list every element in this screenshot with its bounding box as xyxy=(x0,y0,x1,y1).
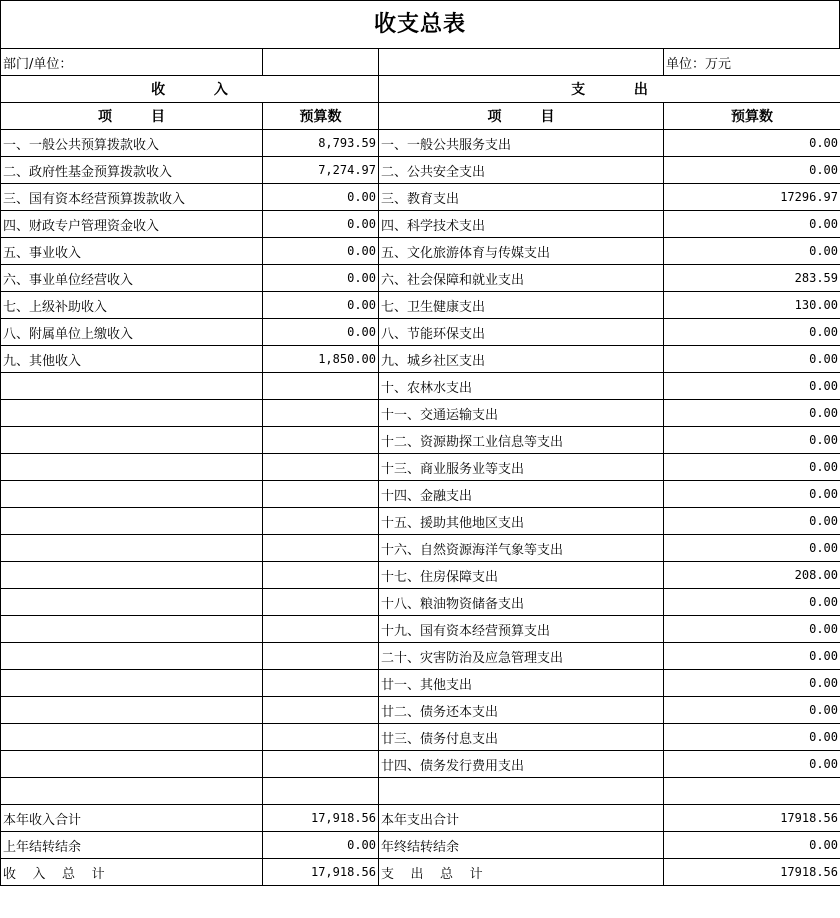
dept-label: 部门/单位： xyxy=(1,49,263,76)
income-value-cell xyxy=(263,751,379,778)
expense-value-cell: 17296.97 xyxy=(664,184,840,211)
table-row xyxy=(1,778,840,805)
table-row xyxy=(1,508,840,535)
income-value-cell: 8,793.59 xyxy=(263,130,379,157)
income-value-cell: 0.00 xyxy=(263,265,379,292)
income-value-cell xyxy=(263,778,379,805)
expense-item-cell: 一、一般公共服务支出 xyxy=(379,130,664,157)
expense-item-cell: 七、卫生健康支出 xyxy=(379,292,664,319)
income-item-cell: 四、财政专户管理资金收入 xyxy=(1,211,263,238)
expense-item-cell: 四、科学技术支出 xyxy=(379,211,664,238)
expense-item-cell: 二、公共安全支出 xyxy=(379,157,664,184)
section-header-row xyxy=(1,76,840,103)
expense-value-cell: 283.59 xyxy=(664,265,840,292)
expense-value-cell: 17918.56 xyxy=(664,805,840,832)
income-item-cell: 二、政府性基金预算拨款收入 xyxy=(1,157,263,184)
income-item-cell: 一、一般公共预算拨款收入 xyxy=(1,130,263,157)
expense-value-cell: 0.00 xyxy=(664,697,840,724)
expense-value-cell: 0.00 xyxy=(664,346,840,373)
income-value-cell: 17,918.56 xyxy=(263,805,379,832)
income-value-cell: 17,918.56 xyxy=(263,859,379,886)
unit-label: 单位：万元 xyxy=(664,49,840,76)
expense-item-cell: 廿三、债务付息支出 xyxy=(379,724,664,751)
expense-item-cell: 六、社会保障和就业支出 xyxy=(379,265,664,292)
income-header: 收 入 xyxy=(1,76,379,103)
expense-item-cell: 八、节能环保支出 xyxy=(379,319,664,346)
income-item-cell: 三、国有资本经营预算拨款收入 xyxy=(1,184,263,211)
income-value-cell: 0.00 xyxy=(263,832,379,859)
income-value-cell xyxy=(263,535,379,562)
meta-row xyxy=(1,49,840,76)
income-value-cell xyxy=(263,427,379,454)
income-item-cell xyxy=(1,751,263,778)
table-row xyxy=(1,454,840,481)
income-value-cell xyxy=(263,724,379,751)
income-value-cell: 0.00 xyxy=(263,238,379,265)
income-item-cell xyxy=(1,778,263,805)
expense-item-cell: 十一、交通运输支出 xyxy=(379,400,664,427)
expense-item-cell: 十六、自然资源海洋气象等支出 xyxy=(379,535,664,562)
income-item-cell xyxy=(1,616,263,643)
income-item-cell: 九、其他收入 xyxy=(1,346,263,373)
expense-item-cell: 二十、灾害防治及应急管理支出 xyxy=(379,643,664,670)
income-expense-table xyxy=(0,48,840,886)
table-row xyxy=(1,292,840,319)
expense-item-cell: 廿一、其他支出 xyxy=(379,670,664,697)
table-row xyxy=(1,157,840,184)
income-value-cell: 0.00 xyxy=(263,184,379,211)
income-item-cell: 五、事业收入 xyxy=(1,238,263,265)
expense-value-cell: 0.00 xyxy=(664,535,840,562)
expense-item-cell: 九、城乡社区支出 xyxy=(379,346,664,373)
table-row xyxy=(1,184,840,211)
income-item-cell: 六、事业单位经营收入 xyxy=(1,265,263,292)
blank-cell xyxy=(379,49,664,76)
table-row xyxy=(1,805,840,832)
expense-budget-column-header: 预算数 xyxy=(664,103,840,130)
expense-item-cell xyxy=(379,778,664,805)
table-row xyxy=(1,670,840,697)
income-value-cell: 0.00 xyxy=(263,319,379,346)
table-row xyxy=(1,616,840,643)
income-budget-column-header: 预算数 xyxy=(263,103,379,130)
expense-value-cell xyxy=(664,778,840,805)
expense-item-cell: 十、农林水支出 xyxy=(379,373,664,400)
expense-value-cell: 0.00 xyxy=(664,373,840,400)
income-value-cell xyxy=(263,697,379,724)
income-value-cell xyxy=(263,373,379,400)
income-value-cell xyxy=(263,589,379,616)
expense-item-cell: 十五、援助其他地区支出 xyxy=(379,508,664,535)
income-value-cell xyxy=(263,454,379,481)
table-row xyxy=(1,373,840,400)
income-item-cell xyxy=(1,454,263,481)
expense-value-cell: 0.00 xyxy=(664,481,840,508)
expense-item-cell: 十九、国有资本经营预算支出 xyxy=(379,616,664,643)
income-item-cell xyxy=(1,508,263,535)
income-item-cell: 七、上级补助收入 xyxy=(1,292,263,319)
expense-item-cell: 五、文化旅游体育与传媒支出 xyxy=(379,238,664,265)
table-row xyxy=(1,319,840,346)
income-value-cell xyxy=(263,562,379,589)
expense-value-cell: 0.00 xyxy=(664,211,840,238)
income-item-column-header: 项 目 xyxy=(1,103,263,130)
income-value-cell: 0.00 xyxy=(263,292,379,319)
table-row xyxy=(1,589,840,616)
expense-value-cell: 0.00 xyxy=(664,643,840,670)
income-item-cell xyxy=(1,697,263,724)
dept-value-cell xyxy=(263,49,379,76)
expense-value-cell: 0.00 xyxy=(664,508,840,535)
expense-value-cell: 208.00 xyxy=(664,562,840,589)
expense-value-cell: 0.00 xyxy=(664,130,840,157)
expense-item-cell: 支 出 总 计 xyxy=(379,859,664,886)
expense-item-cell: 十三、商业服务业等支出 xyxy=(379,454,664,481)
expense-item-cell: 十八、粮油物资储备支出 xyxy=(379,589,664,616)
table-row xyxy=(1,859,840,886)
income-item-cell: 收 入 总 计 xyxy=(1,859,263,886)
income-item-cell xyxy=(1,481,263,508)
table-row xyxy=(1,265,840,292)
table-row xyxy=(1,535,840,562)
income-item-cell xyxy=(1,535,263,562)
income-item-cell xyxy=(1,670,263,697)
expense-value-cell: 0.00 xyxy=(664,157,840,184)
expense-value-cell: 17918.56 xyxy=(664,859,840,886)
column-header-row xyxy=(1,103,840,130)
table-row xyxy=(1,643,840,670)
expense-item-cell: 廿二、债务还本支出 xyxy=(379,697,664,724)
income-item-cell: 八、附属单位上缴收入 xyxy=(1,319,263,346)
expense-item-column-header: 项 目 xyxy=(379,103,664,130)
income-value-cell xyxy=(263,481,379,508)
expense-item-cell: 年终结转结余 xyxy=(379,832,664,859)
income-value-cell xyxy=(263,616,379,643)
table-row xyxy=(1,562,840,589)
table-row xyxy=(1,346,840,373)
income-value-cell xyxy=(263,670,379,697)
expense-value-cell: 130.00 xyxy=(664,292,840,319)
expense-value-cell: 0.00 xyxy=(664,724,840,751)
table-row xyxy=(1,697,840,724)
income-item-cell xyxy=(1,724,263,751)
income-item-cell xyxy=(1,643,263,670)
expense-value-cell: 0.00 xyxy=(664,589,840,616)
expense-value-cell: 0.00 xyxy=(664,616,840,643)
expense-value-cell: 0.00 xyxy=(664,751,840,778)
income-item-cell: 上年结转结余 xyxy=(1,832,263,859)
table-row xyxy=(1,130,840,157)
income-item-cell xyxy=(1,589,263,616)
income-item-cell: 本年收入合计 xyxy=(1,805,263,832)
expense-value-cell: 0.00 xyxy=(664,238,840,265)
income-value-cell xyxy=(263,508,379,535)
income-value-cell xyxy=(263,400,379,427)
table-row xyxy=(1,211,840,238)
expense-value-cell: 0.00 xyxy=(664,454,840,481)
income-value-cell: 1,850.00 xyxy=(263,346,379,373)
expense-value-cell: 0.00 xyxy=(664,319,840,346)
expense-item-cell: 十七、住房保障支出 xyxy=(379,562,664,589)
income-item-cell xyxy=(1,562,263,589)
income-value-cell xyxy=(263,643,379,670)
table-row xyxy=(1,751,840,778)
expense-item-cell: 十四、金融支出 xyxy=(379,481,664,508)
table-row xyxy=(1,427,840,454)
expense-item-cell: 本年支出合计 xyxy=(379,805,664,832)
page-title: 收支总表 xyxy=(0,0,840,48)
expense-value-cell: 0.00 xyxy=(664,670,840,697)
table-row xyxy=(1,832,840,859)
table-row xyxy=(1,238,840,265)
expense-item-cell: 廿四、债务发行费用支出 xyxy=(379,751,664,778)
income-item-cell xyxy=(1,427,263,454)
expense-value-cell: 0.00 xyxy=(664,832,840,859)
expense-item-cell: 十二、资源勘探工业信息等支出 xyxy=(379,427,664,454)
expense-value-cell: 0.00 xyxy=(664,400,840,427)
income-value-cell: 0.00 xyxy=(263,211,379,238)
expense-item-cell: 三、教育支出 xyxy=(379,184,664,211)
income-item-cell xyxy=(1,373,263,400)
table-row xyxy=(1,400,840,427)
expense-header: 支 出 xyxy=(379,76,840,103)
expense-value-cell: 0.00 xyxy=(664,427,840,454)
table-row xyxy=(1,724,840,751)
income-item-cell xyxy=(1,400,263,427)
table-row xyxy=(1,481,840,508)
income-value-cell: 7,274.97 xyxy=(263,157,379,184)
